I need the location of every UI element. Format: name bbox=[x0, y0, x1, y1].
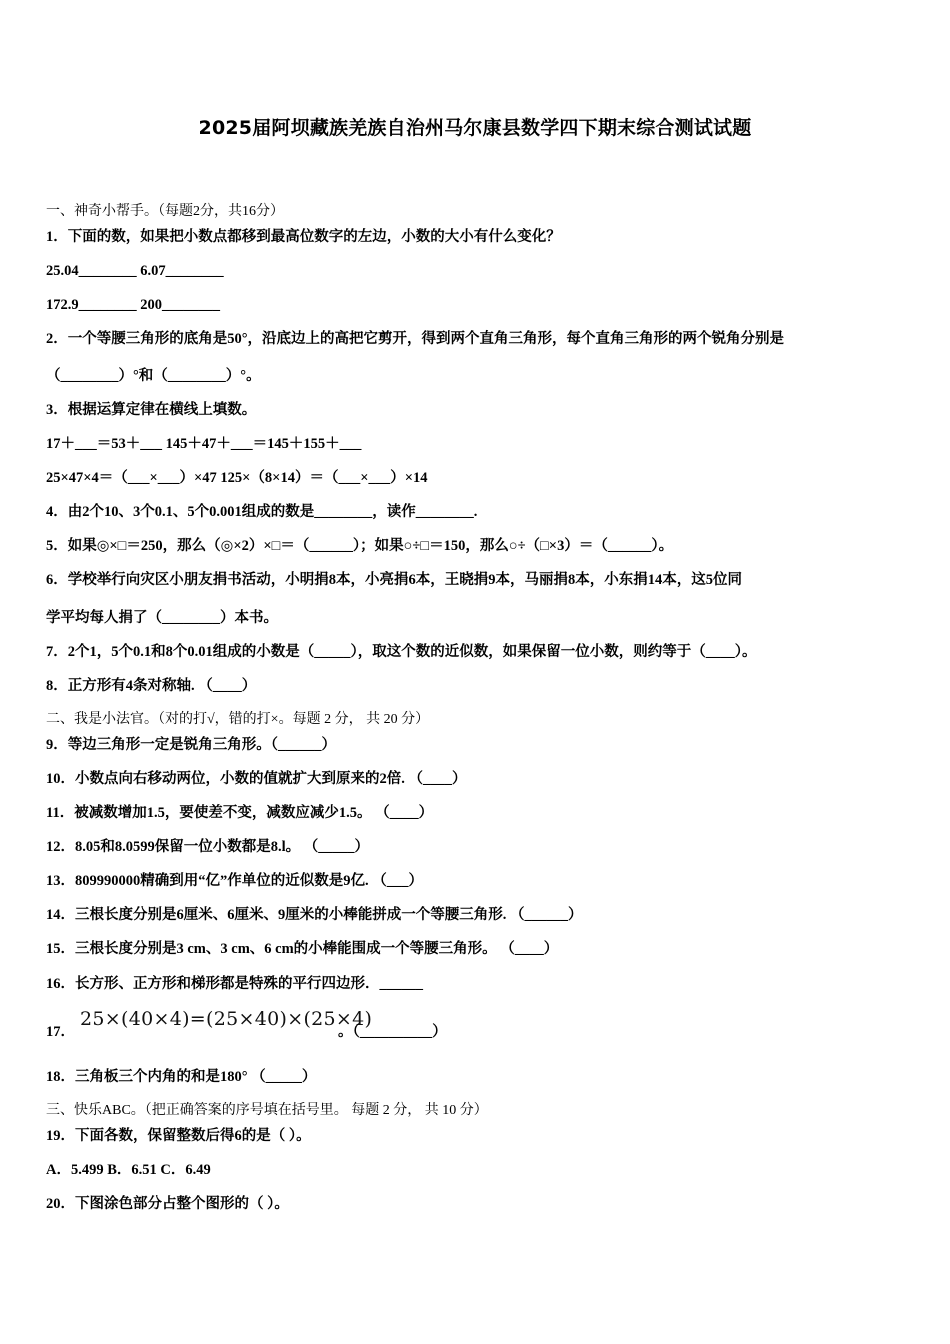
page-title: 2025届阿坝藏族羌族自治州马尔康县数学四下期末综合测试试题 bbox=[198, 117, 752, 139]
question-5: 5．如果◎×□＝250，那么（◎×2）×□＝（______）；如果○÷□＝150，那么○÷（□×3）＝（______）。 bbox=[46, 538, 674, 554]
question-14: 14．三根长度分别是6厘米、6厘米、9厘米的小棒能拼成一个等腰三角形. （______） bbox=[46, 907, 583, 923]
question-18: 18．三角板三个内角的和是180° （_____） bbox=[46, 1069, 317, 1085]
question-6: 6．学校举行向灾区小朋友捐书活动，小明捐8本，小亮捐6本，王晓捐9本，马丽捐8本，小东捐14本，这5位同 bbox=[46, 572, 742, 588]
question-13: 13．809990000精确到用“亿”作单位的近似数是9亿. （___） bbox=[46, 873, 423, 889]
section-3-heading: 三、快乐ABC。（把正确答案的序号填在括号里。 每题 2 分， 共 10 分） bbox=[46, 1103, 488, 1118]
question-3-part-a: 17＋___＝53＋___ 145＋47＋___＝145＋155＋___ bbox=[46, 436, 362, 452]
question-1-part-a: 25.04________ 6.07________ bbox=[46, 263, 224, 279]
question-17-answer: 。（__________） bbox=[338, 1024, 447, 1040]
question-2: 2．一个等腰三角形的底角是50°，沿底边上的高把它剪开，得到两个直角三角形，每个直角三角形的两个锐角分别是 bbox=[46, 331, 785, 347]
question-7: 7．2个1，5个0.1和8个0.01组成的小数是（_____），取这个数的近似数，如果保留一位小数，则约等于（____）。 bbox=[46, 644, 757, 660]
question-17-number: 17． bbox=[46, 1024, 75, 1040]
question-12: 12．8.05和8.0599保留一位小数都是8.l。 （_____） bbox=[46, 839, 370, 855]
question-3: 3．根据运算定律在横线上填数。 bbox=[46, 402, 257, 418]
question-17-formula: 25×(40×4)=(25×40)×(25×4) bbox=[80, 1008, 373, 1030]
question-16: 16．长方形、正方形和梯形都是特殊的平行四边形．______ bbox=[46, 976, 423, 992]
question-2-answer-line: （________）°和（________）°。 bbox=[46, 368, 261, 384]
question-20: 20．下图涂色部分占整个图形的（ ）。 bbox=[46, 1196, 289, 1212]
question-8: 8．正方形有4条对称轴. （____） bbox=[46, 678, 257, 694]
section-1-heading: 一、神奇小帮手。（每题2分，共16分） bbox=[46, 204, 284, 219]
question-15: 15．三根长度分别是3 cm、3 cm、6 cm的小棒能围成一个等腰三角形。 （____） bbox=[46, 941, 559, 957]
question-9: 9．等边三角形一定是锐角三角形。（______） bbox=[46, 737, 336, 753]
question-4: 4．由2个10、3个0.1、5个0.001组成的数是________，读作________. bbox=[46, 504, 478, 520]
question-1: 1．下面的数，如果把小数点都移到最高位数字的左边，小数的大小有什么变化？ bbox=[46, 229, 561, 245]
question-6-continued: 学平均每人捐了（________）本书。 bbox=[46, 610, 278, 626]
question-19: 19．下面各数，保留整数后得6的是（ ）。 bbox=[46, 1128, 311, 1144]
section-2-heading: 二、我是小法官。（对的打√，错的打×。每题 2 分， 共 20 分） bbox=[46, 712, 430, 727]
question-11: 11．被减数增加1.5，要使差不变，减数应减少1.5。 （____） bbox=[46, 805, 434, 821]
question-3-part-b: 25×47×4＝（___×___）×47 125×（8×14）＝（___×___）×14 bbox=[46, 470, 428, 486]
question-10: 10．小数点向右移动两位，小数的值就扩大到原来的2倍. （____） bbox=[46, 771, 467, 787]
question-1-part-b: 172.9________ 200________ bbox=[46, 297, 220, 313]
question-19-options: A．5.499 B．6.51 C．6.49 bbox=[46, 1162, 211, 1178]
